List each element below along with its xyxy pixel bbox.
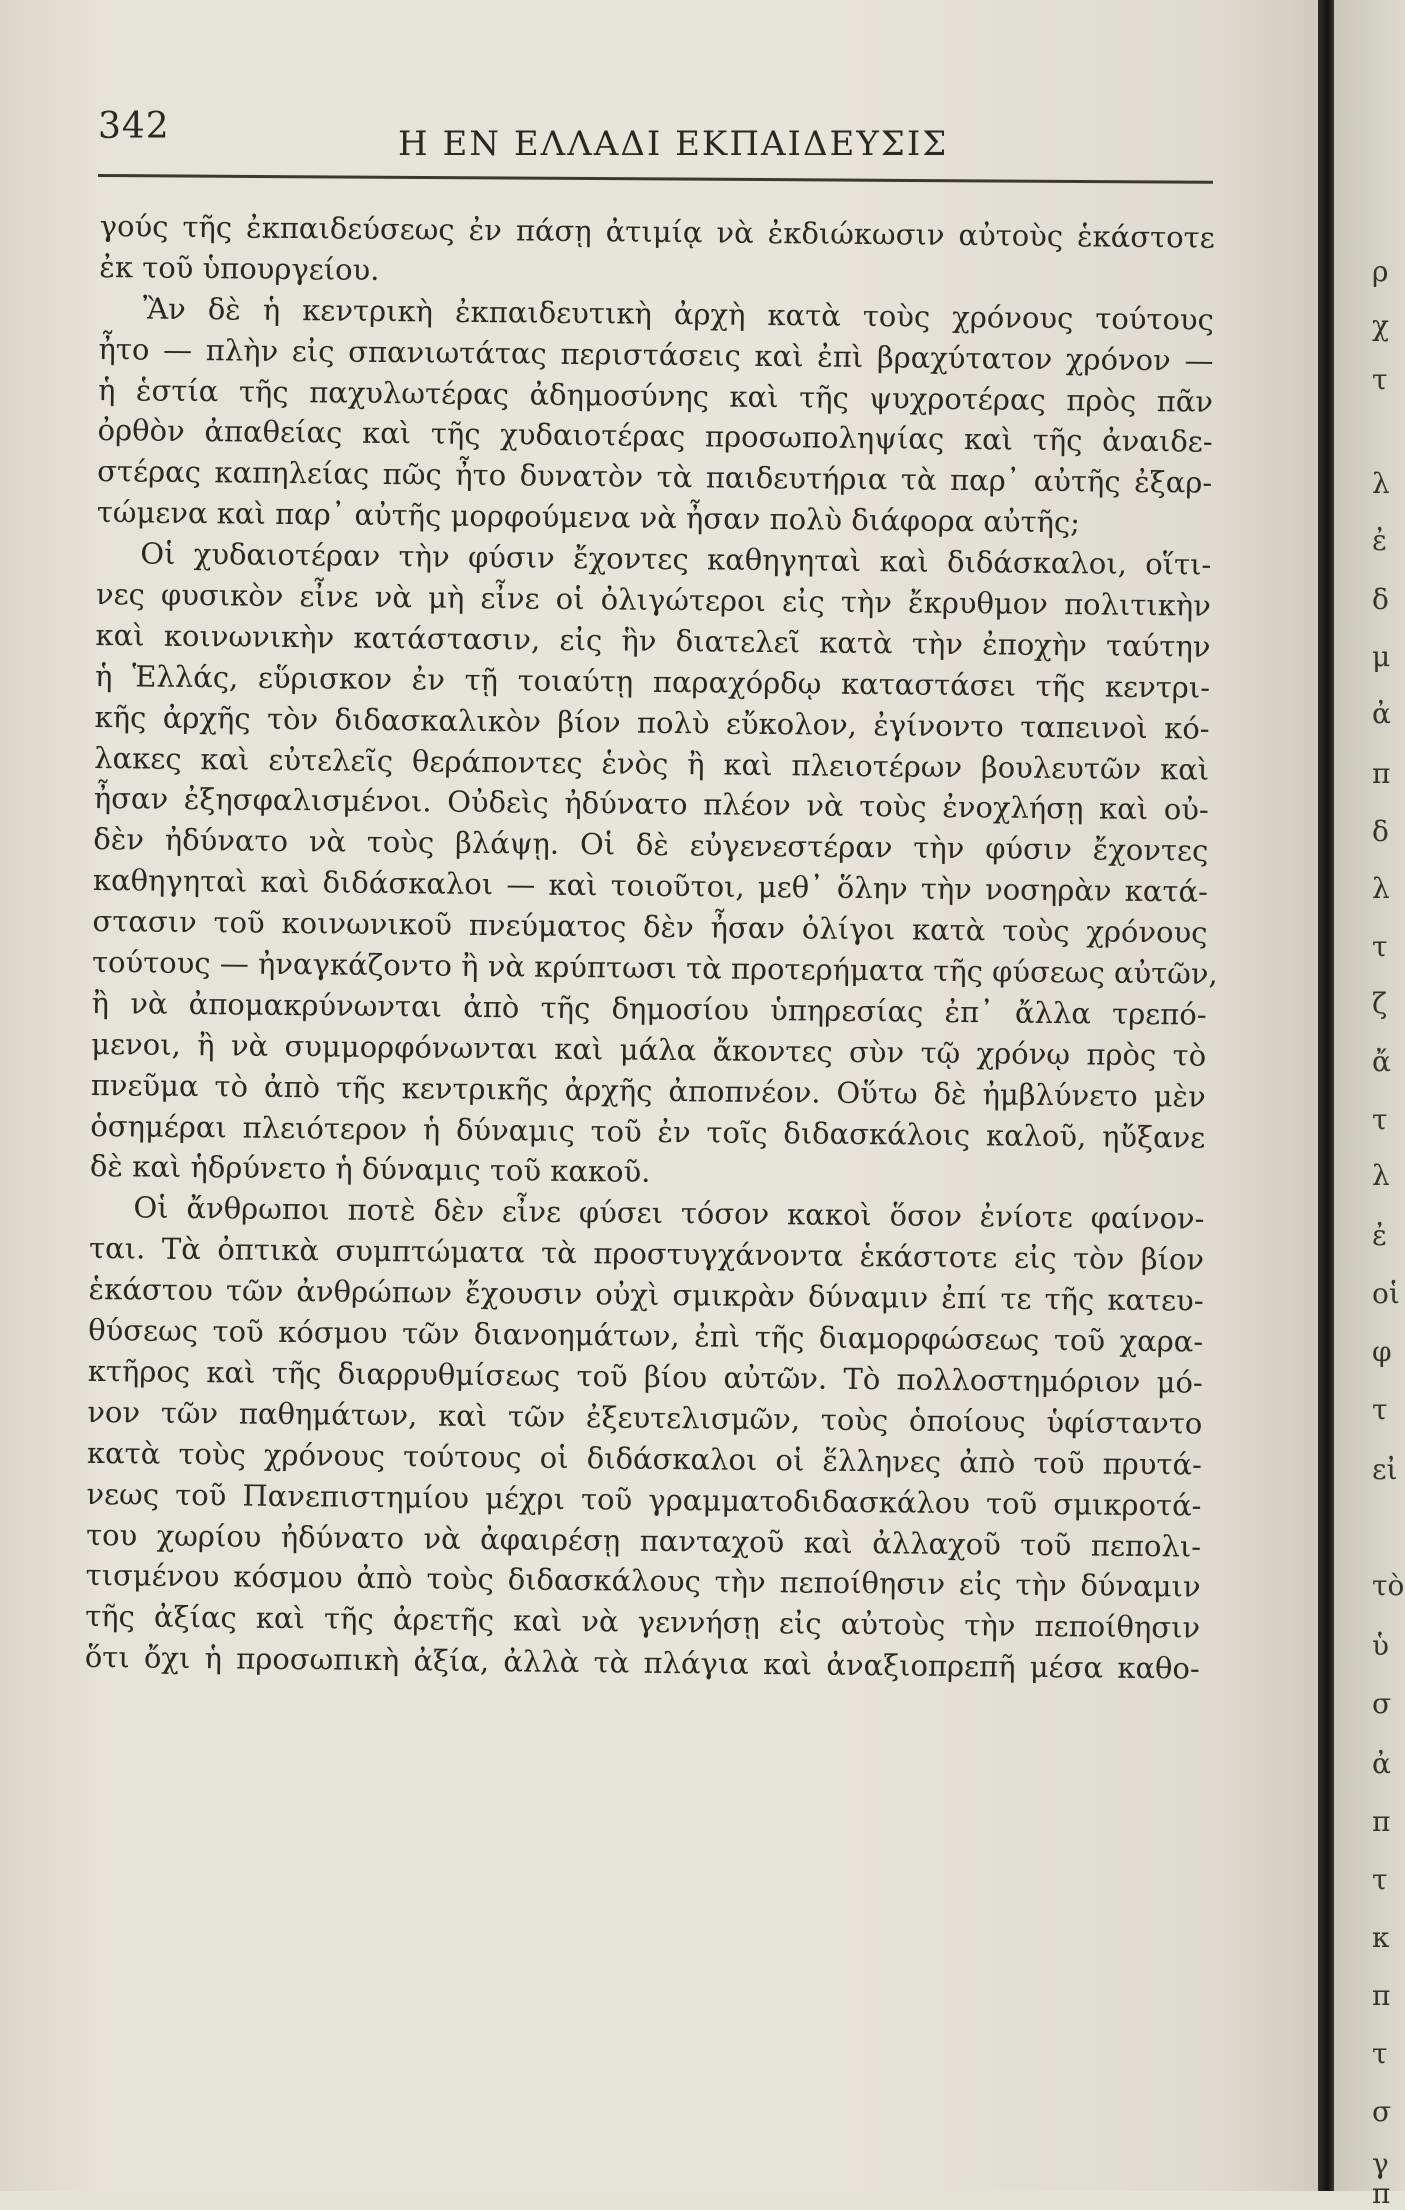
next-page-fragment: π: [1372, 2177, 1391, 2210]
text-line: ἡ Ἑλλάς, εὕρισκον ἐν τῇ τοιαύτῃ παραχόρδῳ καταστάσει τῆς κεντρι-: [94, 658, 1211, 705]
text-line: δὲ καὶ ἡδρύνετο ἡ δύναμις τοῦ κακοῦ.: [89, 1149, 651, 1190]
text-line: ἦτο — πλὴν εἰς σπανιωτάτας περιστάσεις καὶ ἐπὶ βραχύτατον χρόνον —: [98, 331, 1214, 378]
next-page-fragment: τ: [1372, 930, 1388, 963]
running-title: Η ΕΝ ΕΛΛΑΔΙ ΕΚΠΑΙΔΕΥΣΙΣ: [398, 124, 949, 164]
next-page-fragment: τ: [1372, 2037, 1388, 2070]
next-page-fragment: ἐ: [1372, 524, 1388, 557]
text-line: γούς τῆς ἐκπαιδεύσεως ἐν πάσῃ ἀτιμίᾳ νὰ ἐκδιώκωσιν αὐτοὺς ἑκάστοτε: [99, 208, 1215, 255]
next-page-fragment: λ: [1372, 1159, 1390, 1192]
body-text: [84, 206, 1218, 1690]
text-line: κῆς ἀρχῆς τὸν διδασκαλικὸν βίον πολὺ εὔκολον, ἐγίνοντο ταπεινοὶ κό-: [94, 699, 1210, 746]
page-header: [98, 100, 1258, 170]
text-line: ἦσαν ἐξησφαλισμένοι. Οὐδεὶς ἠδύνατο πλέον νὰ τοὺς ἐνοχλήσῃ καὶ οὐ-: [93, 781, 1209, 828]
text-line: ὁσημέραι πλειότερον ἡ δύναμις τοῦ ἐν τοῖς διδασκάλοις καλοῦ, ηὔξανε: [90, 1108, 1206, 1155]
next-page-fragment: ἄ: [1372, 1045, 1391, 1078]
text-line: τῆς ἀξίας καὶ τῆς ἀρετῆς καὶ νὰ γεννήσῃ εἰς αὐτοὺς τὴν πεποίθησιν: [85, 1599, 1201, 1645]
text-line: ἡ ἑστία τῆς παχυλωτέρας ἀδημοσύνης καὶ τῆς ψυχροτέρας πρὸς πᾶν: [97, 372, 1214, 419]
next-page-fragment: π: [1372, 1805, 1391, 1838]
text-line: ται. Τὰ ὀπτικὰ συμπτώματα τὰ προστυγχάνοντα ἑκάστοτε εἰς τὸν βίον: [88, 1231, 1205, 1277]
next-page-fragment: κ: [1372, 1921, 1390, 1954]
next-page-fragment: δ: [1372, 583, 1389, 616]
next-page-fragment: εἰ: [1372, 1453, 1398, 1486]
next-page-fragment: π: [1372, 757, 1391, 790]
text-line: κτῆρος καὶ τῆς διαρρυθμίσεως τοῦ βίου αὐτῶν. Τὸ πολλοστημόριον μό-: [87, 1353, 1203, 1400]
next-page-fragment: τ: [1372, 1393, 1388, 1426]
book-gutter: [1318, 0, 1334, 2191]
text-line: τώμενα καὶ παρ᾽ αὐτῆς μορφούμενα νὰ ἦσαν πολὺ διάφορα αὐτῆς;: [96, 495, 1081, 540]
next-page-fragment: σ: [1372, 2095, 1392, 2128]
next-page-fragment: λ: [1372, 467, 1390, 500]
next-page-fragment: ἀ: [1372, 697, 1391, 730]
text-line: λακες καὶ εὐτελεῖς θεράποντες ἑνὸς ἢ καὶ πλειοτέρων βουλευτῶν καὶ: [94, 740, 1210, 787]
text-line: στέρας καπηλείας πῶς ἦτο δυνατὸν τὰ παιδευτήρια τὰ παρ᾽ αὐτῆς ἐξαρ-: [97, 454, 1213, 501]
text-line: του χωρίου ἠδύνατο νὰ ἀφαιρέσῃ πανταχοῦ καὶ ἀλλαχοῦ τοῦ πεπολι-: [85, 1517, 1202, 1564]
next-page-fragment: ρ: [1372, 255, 1389, 288]
next-page-fragment: τ: [1372, 1863, 1388, 1896]
text-line: ὀρθὸν ἀπαθείας καὶ τῆς χυδαιοτέρας προσωποληψίας καὶ τῆς ἀναιδε-: [97, 413, 1213, 460]
text-line: θύσεως τοῦ κόσμου τῶν διανοημάτων, ἐπὶ τῆς διαμορφώσεως τοῦ χαρα-: [88, 1312, 1204, 1359]
text-line: Ἂν δὲ ἡ κεντρικὴ ἐκπαιδευτικὴ ἀρχὴ κατὰ τοὺς χρόνους τούτους: [142, 291, 1215, 337]
next-page-edge: [1334, 0, 1405, 2210]
next-page-fragment: δ: [1372, 815, 1389, 848]
page-number: 342: [98, 106, 170, 147]
text-line: πνεῦμα τὸ ἀπὸ τῆς κεντρικῆς ἀρχῆς ἀποπνέον. Οὕτω δὲ ἠμβλύνετο μὲν: [90, 1067, 1206, 1114]
text-line: καθηγηταὶ καὶ διδάσκαλοι — καὶ τοιοῦτοι, μεθ᾽ ὅλην τὴν νοσηρὰν κατά-: [92, 863, 1209, 909]
next-page-fragment: ἐ: [1372, 1219, 1388, 1252]
next-page-fragment: φ: [1372, 1335, 1392, 1368]
next-page-fragment: μ: [1372, 640, 1391, 673]
text-line: δὲν ἠδύνατο νὰ τοὺς βλάψῃ. Οἱ δὲ εὐγενεστέραν τὴν φύσιν ἔχοντες: [93, 822, 1209, 868]
text-line: ἑκάστου τῶν ἀνθρώπων ἔχουσιν οὐχὶ σμικρὰν δύναμιν ἐπί τε τῆς κατευ-: [88, 1272, 1204, 1318]
text-line: ἢ νὰ ἀπομακρύνωνται ἀπὸ τῆς δημοσίου ὑπηρεσίας ἐπ᾽ ἄλλα τρεπό-: [91, 985, 1207, 1032]
text-line: Οἱ χυδαιοτέραν τὴν φύσιν ἔχοντες καθηγηταὶ καὶ διδάσκαλοι, οἵτι-: [140, 536, 1212, 582]
text-line: στασιν τοῦ κοινωνικοῦ πνεύματος δὲν ἦσαν ὀλίγοι κατὰ τοὺς χρόνους: [92, 904, 1208, 950]
next-page-fragment: ὑ: [1372, 1629, 1390, 1662]
text-line: τισμένου κόσμου ἀπὸ τοὺς διδασκάλους τὴν πεποίθησιν εἰς τὴν δύναμιν: [85, 1558, 1201, 1604]
next-page-fragment: χ: [1372, 309, 1389, 342]
next-page-fragment: τ: [1372, 363, 1388, 396]
text-line: μενοι, ἢ νὰ συμμορφόνωνται καὶ μάλα ἄκοντες σὺν τῷ χρόνῳ πρὸς τὸ: [91, 1026, 1207, 1073]
next-page-fragment: ἀ: [1372, 1747, 1391, 1780]
text-line: ὅτι ὄχι ἡ προσωπικὴ ἀξία, ἀλλὰ τὰ πλάγια καὶ ἀναξιοπρεπῆ μέσα καθο-: [84, 1640, 1200, 1686]
text-line: νεως τοῦ Πανεπιστημίου μέχρι τοῦ γραμματοδιδασκάλου τοῦ σμικροτά-: [86, 1476, 1202, 1523]
text-line: τούτους — ἠναγκάζοντο ἢ νὰ κρύπτωσι τὰ προτερήματα τῆς φύσεως αὐτῶν,: [91, 944, 1218, 991]
next-page-fragment: λ: [1372, 872, 1390, 905]
text-line: νον τῶν παθημάτων, καὶ τῶν ἐξευτελισμῶν, τοὺς ὁποίους ὑφίσταντο: [87, 1394, 1203, 1441]
next-page-fragment: τ: [1372, 1103, 1388, 1136]
text-line: νες φυσικὸν εἶνε νὰ μὴ εἶνε οἱ ὀλιγώτεροι εἰς τὴν ἔκρυθμον πολιτικὴν: [95, 576, 1212, 623]
text-line: Οἱ ἄνθρωποι ποτὲ δὲν εἶνε φύσει τόσον κακοὶ ὅσον ἐνίοτε φαίνον-: [133, 1190, 1205, 1236]
text-line: ἐκ τοῦ ὑπουργείου.: [99, 249, 380, 287]
next-page-fragment: οἱ: [1372, 1277, 1400, 1310]
next-page-fragment: σ: [1372, 1687, 1392, 1720]
next-page-fragment: ζ: [1372, 987, 1388, 1020]
next-page-fragment: γ: [1372, 2147, 1389, 2180]
text-line: κατὰ τοὺς χρόνους τούτους οἱ διδάσκαλοι οἱ ἕλληνες ἀπὸ τοῦ πρυτά-: [86, 1435, 1203, 1482]
next-page-fragment: τὸ: [1372, 1569, 1405, 1602]
text-line: καὶ κοινωνικὴν κατάστασιν, εἰς ἣν διατελεῖ κατὰ τὴν ἐποχὴν ταύτην: [95, 617, 1211, 664]
next-page-fragment: π: [1372, 1979, 1391, 2012]
